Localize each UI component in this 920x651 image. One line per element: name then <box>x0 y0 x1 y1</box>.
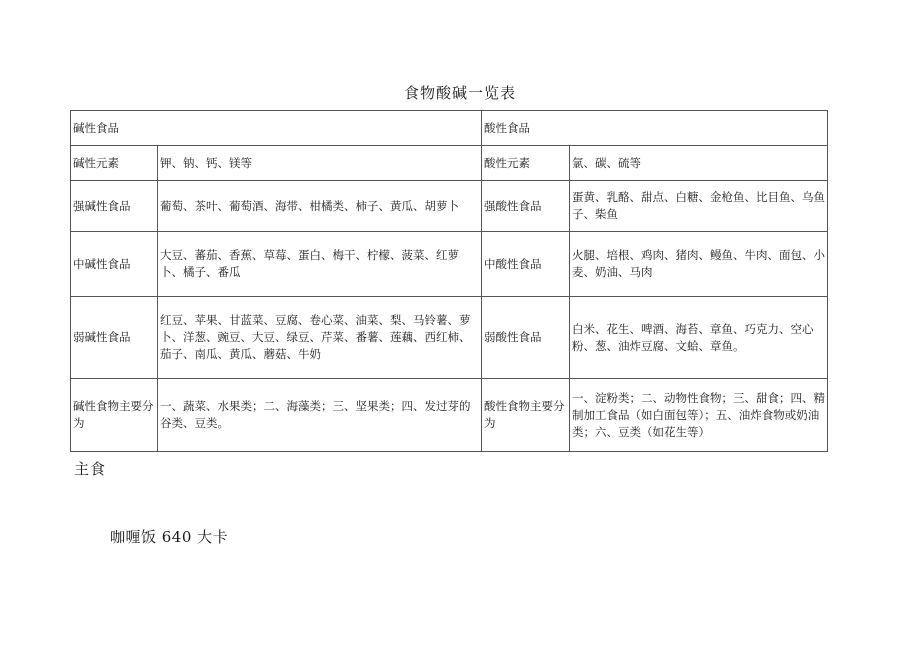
alkaline-foods-cell: 钾、钠、钙、镁等 <box>158 146 482 181</box>
alkaline-foods-cell: 大豆、蕃茄、香蕉、草莓、蛋白、梅干、柠檬、菠菜、红萝卜、橘子、番瓜 <box>158 232 482 297</box>
acidic-category-cell: 酸性食物主要分为 <box>482 379 570 452</box>
acid-alkaline-food-table <box>70 110 828 452</box>
acidic-category-cell: 中酸性食品 <box>482 232 570 297</box>
acidic-foods-cell: 火腿、培根、鸡肉、猪肉、鳗鱼、牛肉、面包、小麦、奶油、马肉 <box>570 232 828 297</box>
acidic-category-cell: 弱酸性食品 <box>482 297 570 379</box>
page-title: 食物酸碱一览表 <box>403 84 516 102</box>
acidic-foods-cell: 一、淀粉类；二、动物性食物；三、甜食；四、精制加工食品（如白面包等）；五、油炸食物或奶油类；六、豆类（如花生等） <box>570 379 828 452</box>
alkaline-foods-cell: 红豆、苹果、甘蓝菜、豆腐、卷心菜、油菜、梨、马铃薯、萝卜、洋葱、豌豆、大豆、绿豆、芹菜、番薯、莲藕、西红柿、茄子、南瓜、黄瓜、蘑菇、牛奶 <box>158 297 482 379</box>
section-heading: 主食 <box>74 460 107 478</box>
alkaline-category-cell: 弱碱性食品 <box>71 297 158 379</box>
alkaline-category-cell: 中碱性食品 <box>71 232 158 297</box>
alkaline-category-cell: 强碱性食品 <box>71 181 158 232</box>
table-row <box>71 232 828 297</box>
alkaline-category-cell: 碱性元素 <box>71 146 158 181</box>
alkaline-foods-cell: 葡萄、茶叶、葡萄酒、海带、柑橘类、柿子、黄瓜、胡萝卜 <box>158 181 482 232</box>
table-row <box>71 181 828 232</box>
acidic-category-cell: 强酸性食品 <box>482 181 570 232</box>
alkaline-category-cell: 碱性食物主要分为 <box>71 379 158 452</box>
dish-calorie-line: 咖喱饭 640 大卡 <box>110 528 229 546</box>
acidic-header-cell: 酸性食品 <box>482 111 828 146</box>
acidic-foods-cell: 蛋黄、乳酪、甜点、白糖、金枪鱼、比目鱼、乌鱼子、柴鱼 <box>570 181 828 232</box>
table-row <box>71 146 828 181</box>
table-row <box>71 379 828 452</box>
acidic-foods-cell: 氯、碳、硫等 <box>570 146 828 181</box>
acidic-category-cell: 酸性元素 <box>482 146 570 181</box>
alkaline-foods-cell: 一、蔬菜、水果类；二、海藻类；三、坚果类；四、发过芽的谷类、豆类。 <box>158 379 482 452</box>
acidic-foods-cell: 白米、花生、啤酒、海苔、章鱼、巧克力、空心粉、葱、油炸豆腐、文蛤、章鱼。 <box>570 297 828 379</box>
table-row <box>71 297 828 379</box>
alkaline-header-cell: 碱性食品 <box>71 111 482 146</box>
table-header-row <box>71 111 828 146</box>
